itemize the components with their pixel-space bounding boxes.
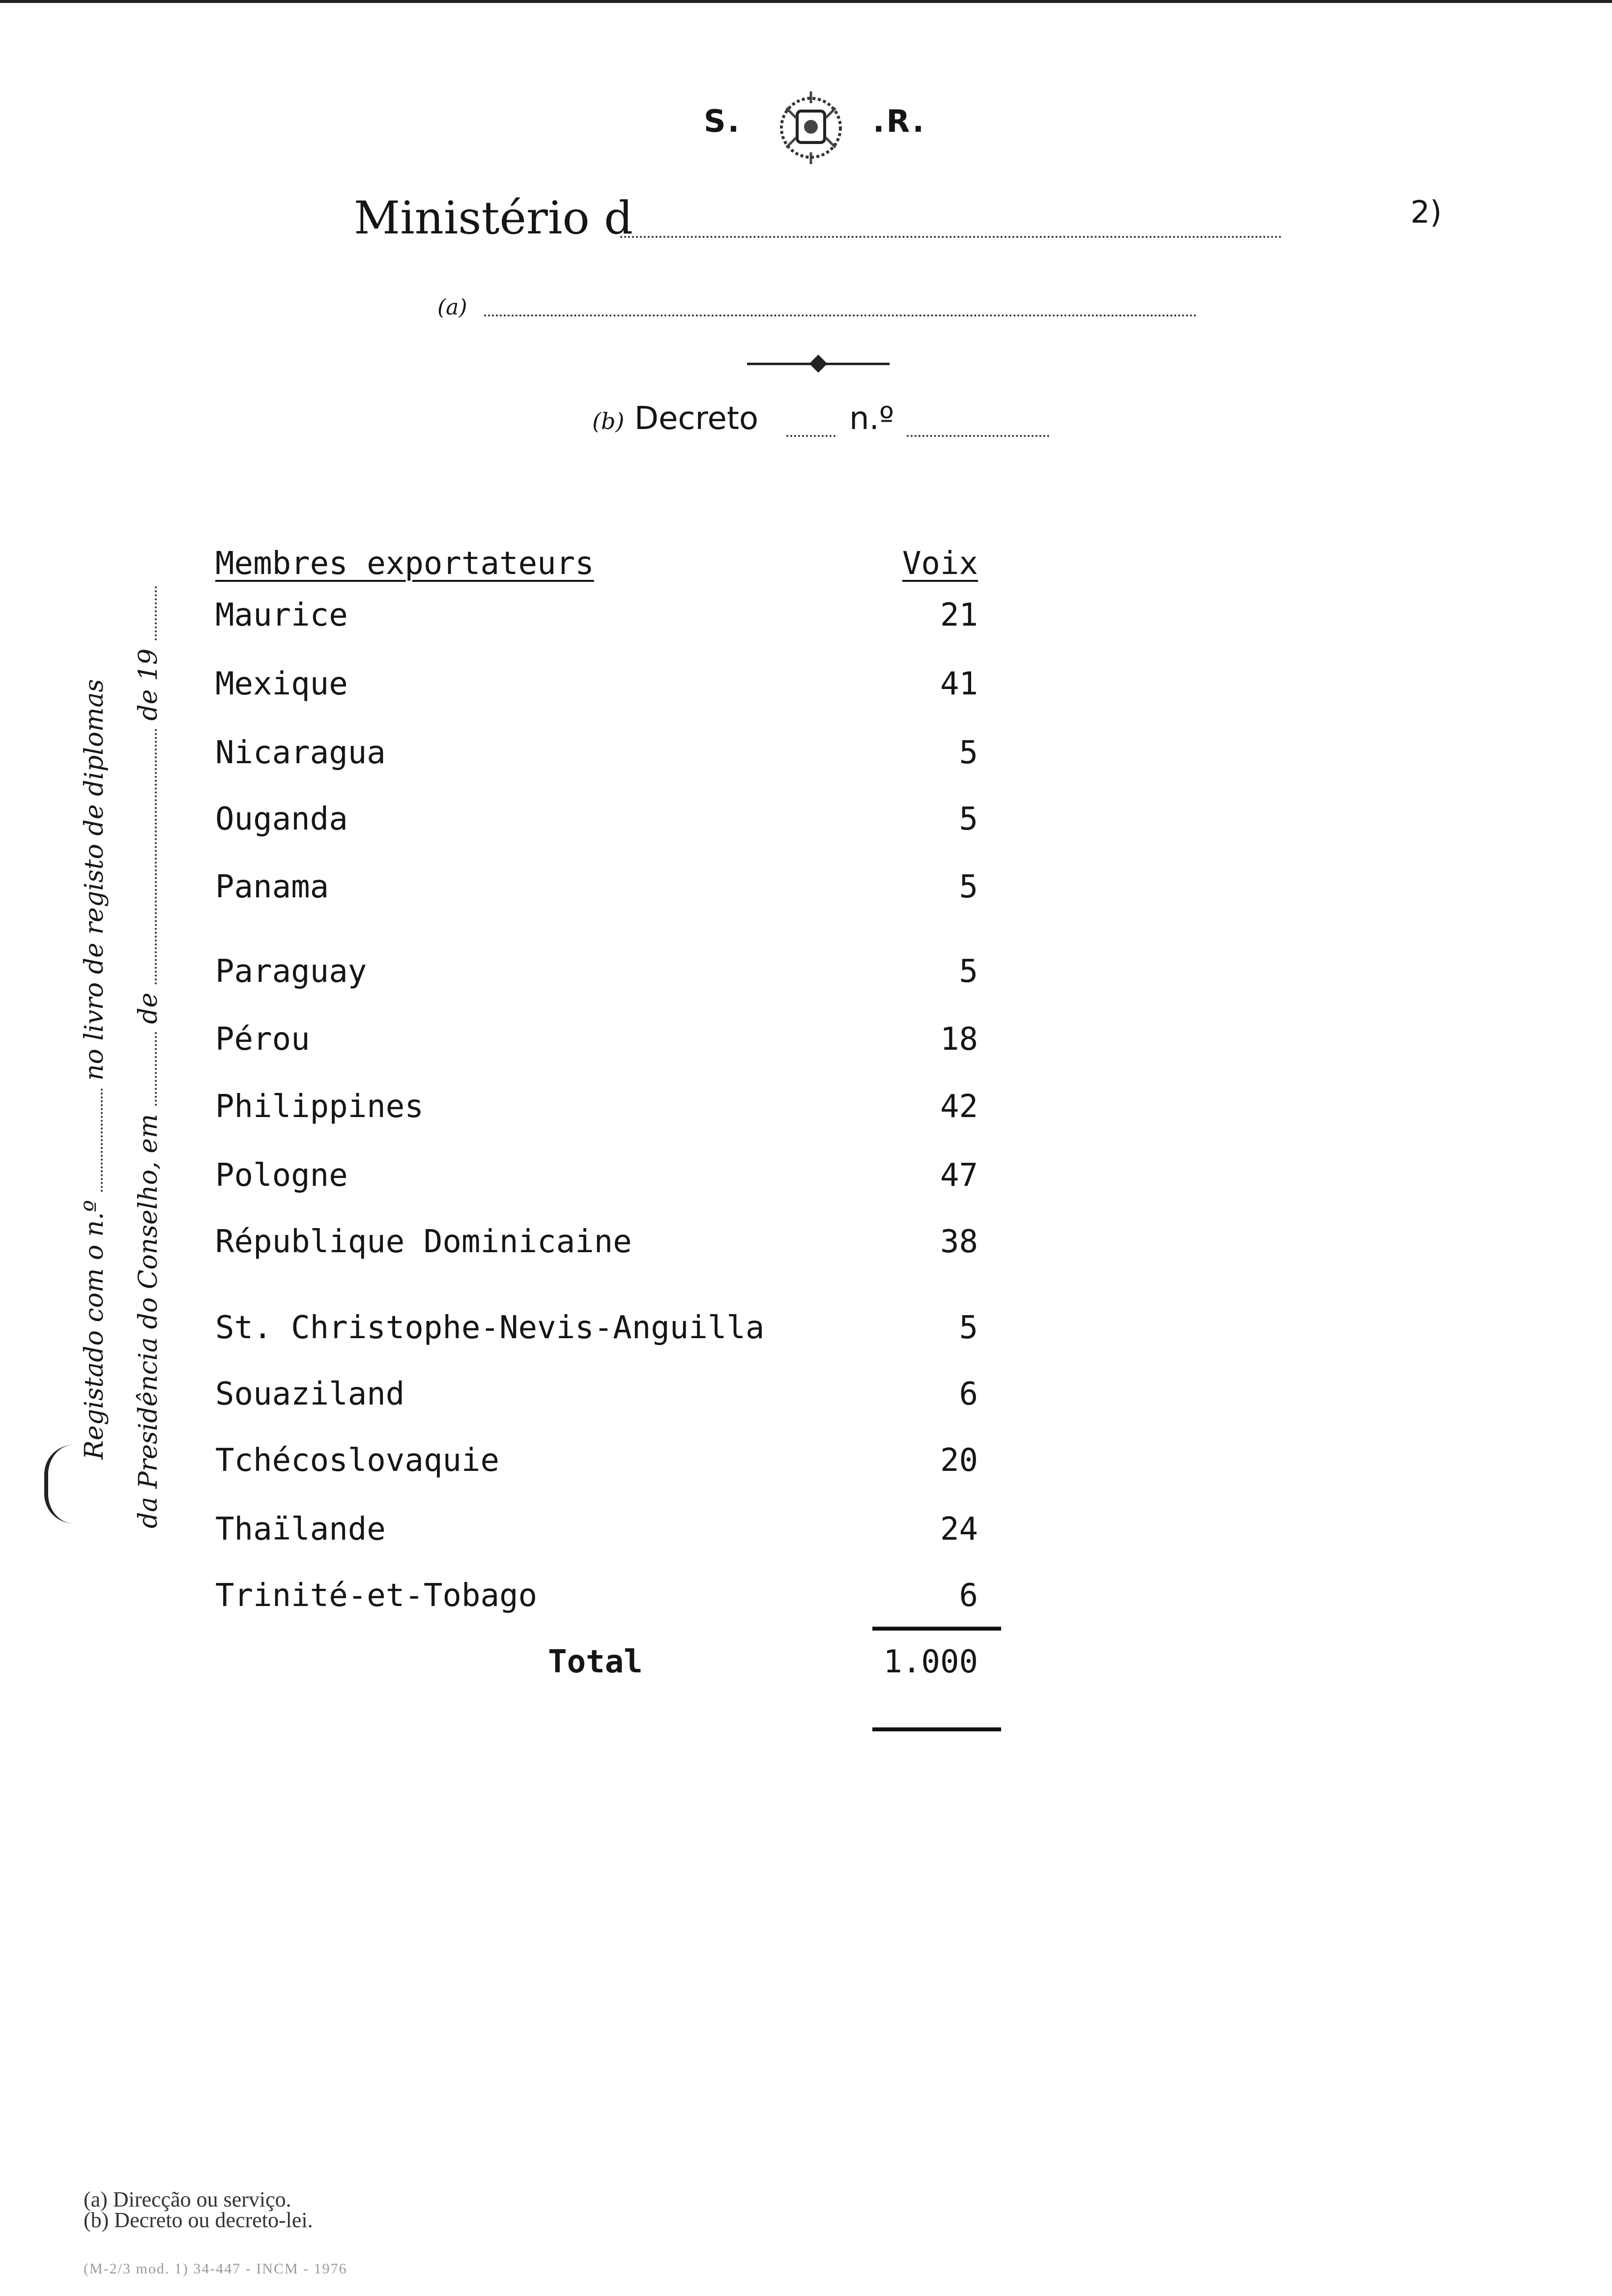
margin-note-livro: no livro de registo de diplomas [80,679,109,1081]
table-row-votes: 20 [940,1442,978,1479]
margin-note-line-1 [80,679,109,1460]
table-row-country: Ouganda [215,801,348,837]
table-row-country: République Dominicaine [215,1224,632,1260]
decree-number-label: n.º [849,401,894,437]
total-top-rule [872,1627,1001,1631]
table-row-votes: 41 [940,666,978,702]
table-row-country: Pérou [215,1021,310,1058]
table-row-votes: 24 [940,1511,978,1548]
table-row-country: St. Christophe-Nevis-Anguilla [215,1310,765,1346]
footnote-a: (a) Direcção ou serviço. [84,2187,291,2211]
table-row-votes: 5 [959,953,978,990]
table-row-votes: 5 [959,1310,978,1346]
column-header-votes: Voix [902,545,978,582]
seal-letter-s: S. [704,103,742,139]
table-row-votes: 47 [940,1157,978,1194]
table-row-country: Souaziland [215,1376,405,1412]
table-row-votes: 5 [959,735,978,771]
decree-line [592,401,758,437]
table-row-country: Philippines [215,1089,424,1125]
table-row-votes: 21 [940,597,978,633]
margin-fill-number [101,1089,103,1192]
decree-b-marker: (b) [592,408,625,434]
table-row-country: Mexique [215,666,348,702]
seal-letter-r: .R. [873,103,926,139]
table-row-votes: 5 [959,801,978,837]
table-row-country: Thaïlande [215,1511,386,1548]
decree-type-fill [786,435,835,437]
margin-note-line-2 [134,586,163,1528]
decree-label: Decreto [634,401,759,437]
total-bottom-rule [872,1727,1001,1731]
total-label: Total [548,1644,643,1680]
table-row-country: Nicaragua [215,735,386,771]
total-value: 1.000 [883,1644,978,1680]
table-row-country: Paraguay [215,953,367,990]
table-row-country: Pologne [215,1157,348,1194]
ministry-fill-line [620,236,1282,238]
line-a-fill [484,315,1197,316]
footnote-b: (b) Decreto ou decreto-lei. [84,2208,313,2232]
top-border-line [0,0,1612,3]
margin-fill-day [155,1032,157,1106]
table-row-country: Maurice [215,597,348,633]
coat-of-arms-icon [772,88,850,167]
ministry-heading: Ministério d [354,192,633,244]
page-number: 2) [1410,194,1442,230]
margin-note-registado: Registado com o n.º [80,1200,109,1460]
table-row-votes: 18 [940,1021,978,1058]
line-a-label: (a) [437,295,467,320]
table-row-votes: 42 [940,1089,978,1125]
table-row-votes: 5 [959,869,978,905]
decree-number-fill [907,435,1049,437]
margin-fill-year [155,586,157,640]
margin-note-presidencia: da Presidência do Conselho, em [134,1114,163,1528]
column-header-country: Membres exportateurs [215,545,594,582]
table-row-country: Tchécoslovaquie [215,1442,499,1479]
table-row-votes: 38 [940,1224,978,1260]
print-code: (M-2/3 mod. 1) 34-447 - INCM - 1976 [84,2261,347,2277]
table-row-country: Panama [215,869,329,905]
margin-note-de: de [134,992,163,1024]
table-row-country: Trinité-et-Tobago [215,1578,538,1614]
table-row-votes: 6 [959,1376,978,1412]
margin-fill-month [155,729,157,984]
margin-note-year: de 19 [134,648,163,721]
table-row-votes: 6 [959,1578,978,1614]
divider-diamond [809,355,828,373]
